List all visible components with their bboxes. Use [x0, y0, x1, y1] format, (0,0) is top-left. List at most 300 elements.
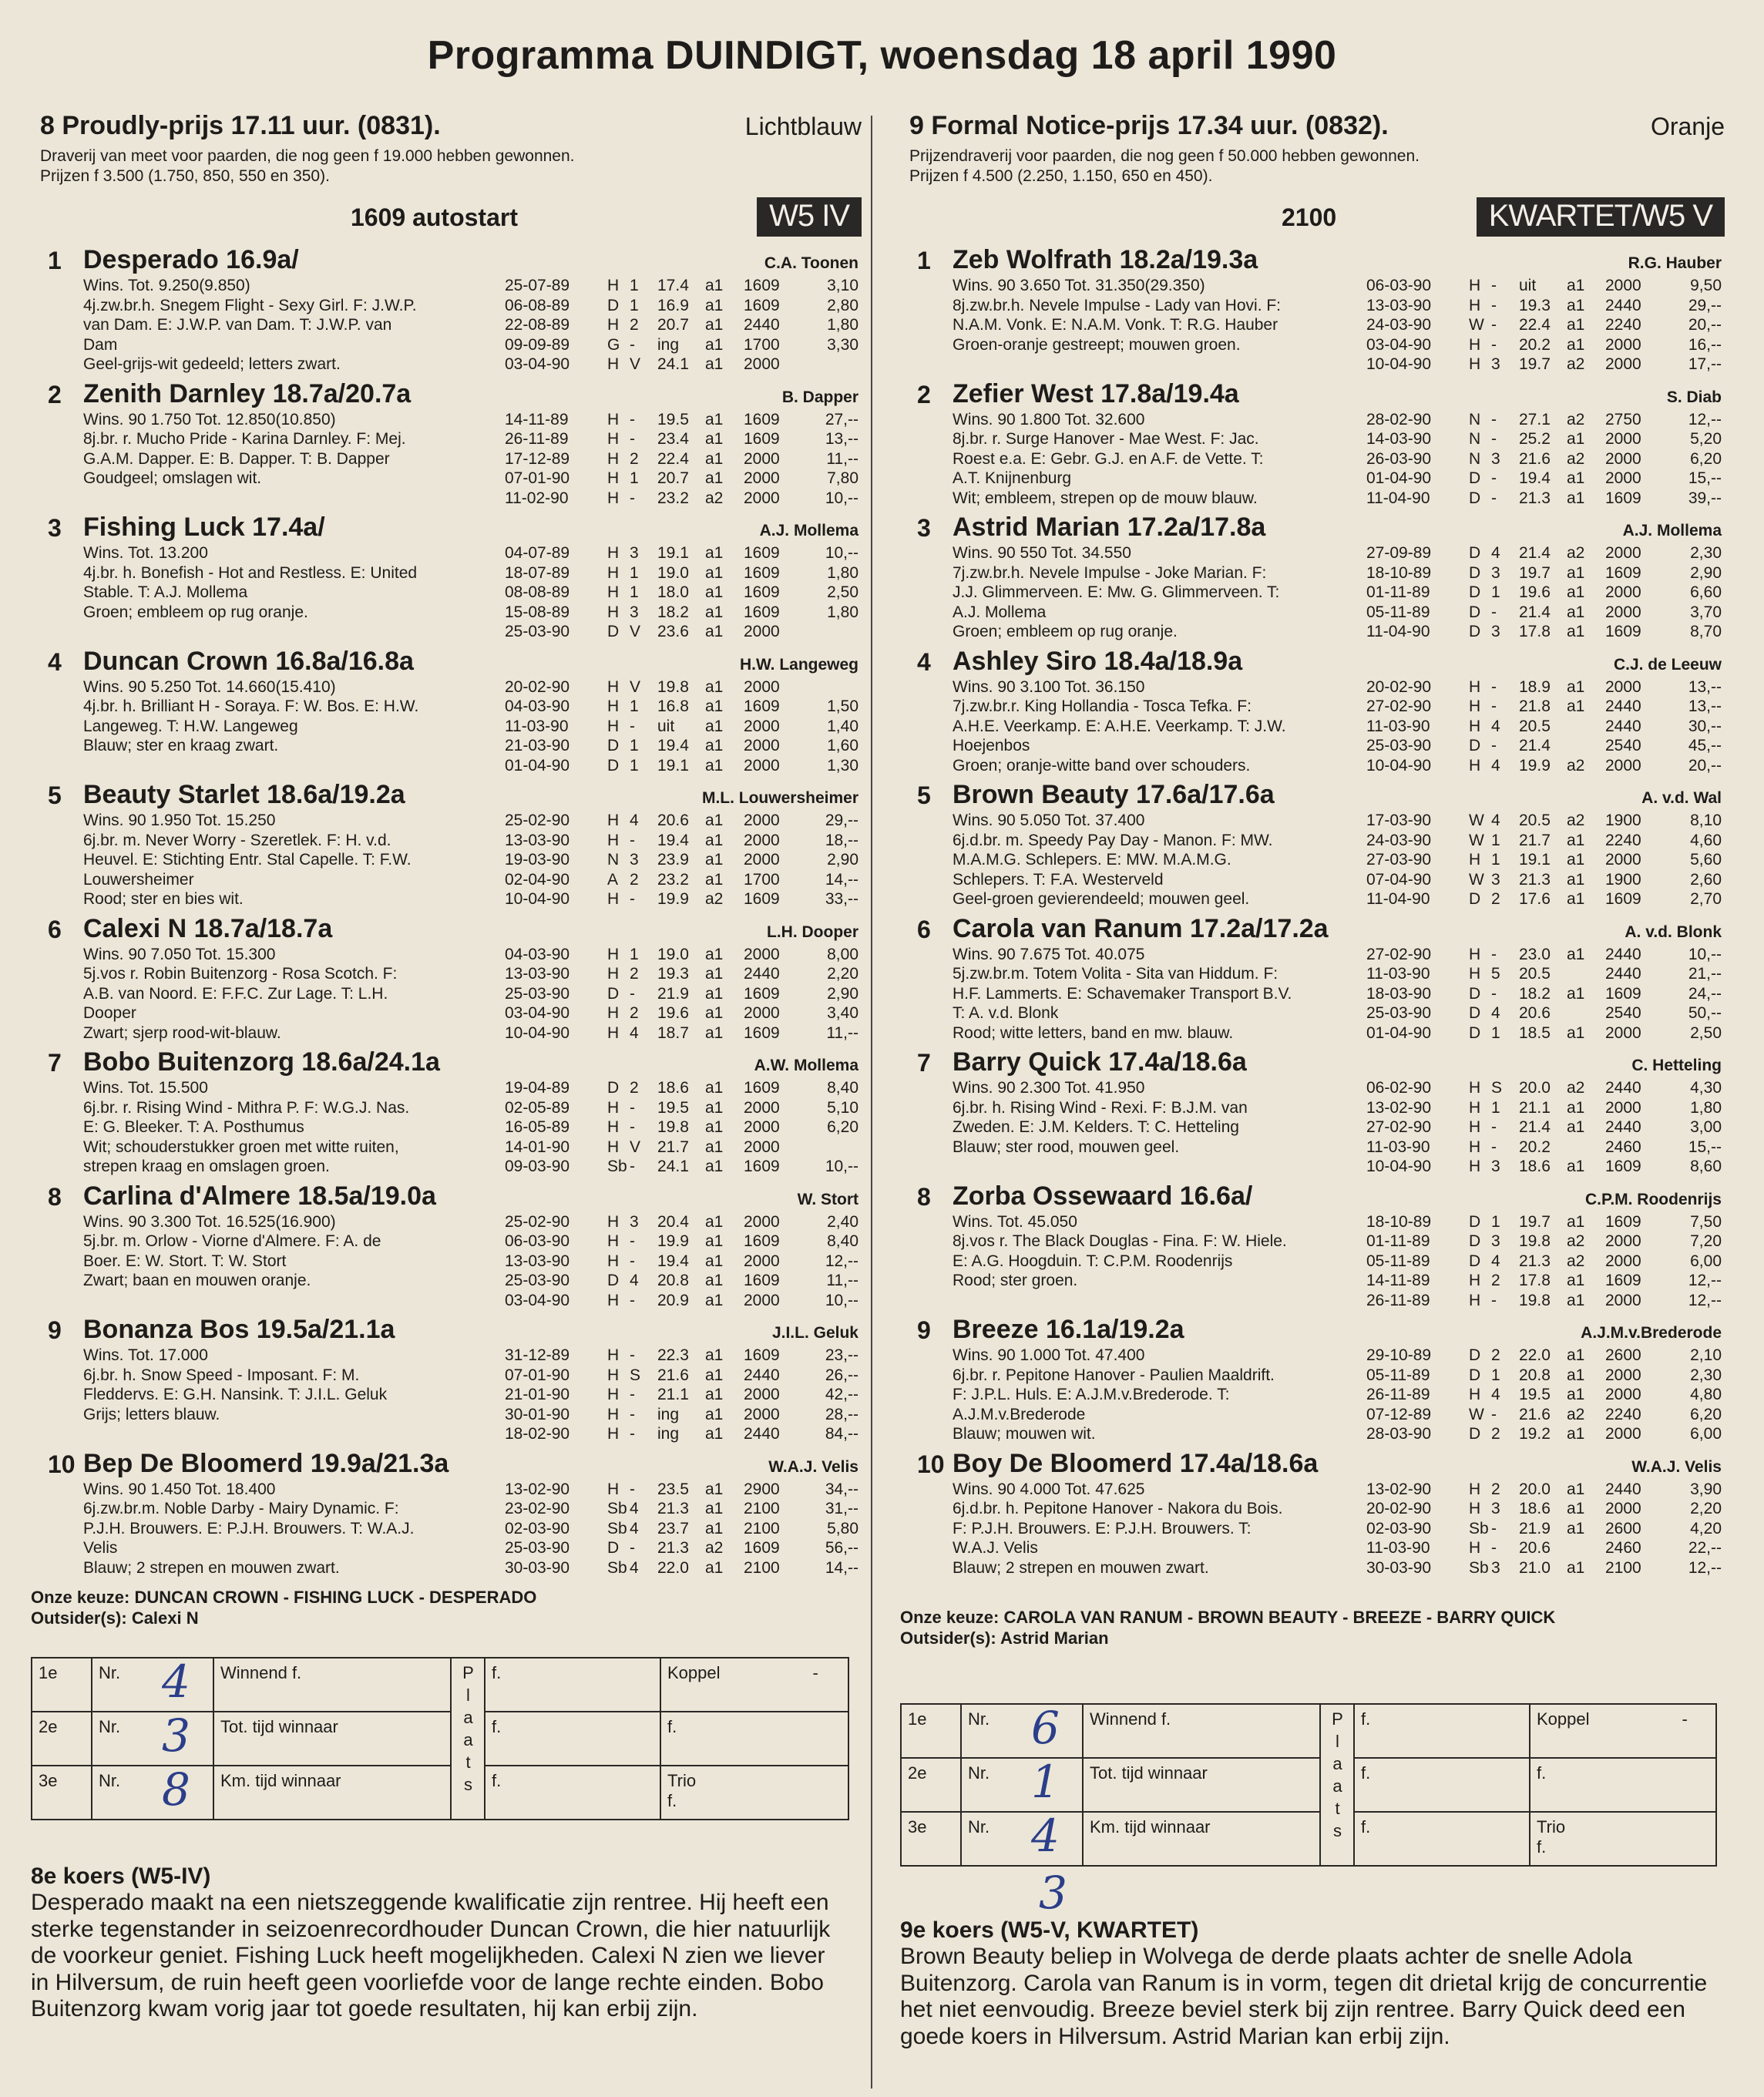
- result-odds: 3,40: [827, 1004, 858, 1022]
- result-time: 21.3: [1519, 1252, 1551, 1270]
- result-place: 3: [1491, 1232, 1500, 1250]
- result-distance: 2000: [744, 945, 780, 963]
- result-start: a1: [1567, 697, 1585, 715]
- handwritten-number: 6: [1031, 1702, 1060, 1754]
- horse-trainer: A.J. Mollema: [759, 522, 858, 539]
- result-time: 21.9: [1519, 1519, 1551, 1537]
- horse-info-line: Rood; ster groen.: [953, 1272, 1078, 1289]
- result-row: [1366, 811, 1725, 831]
- koppel-label: Koppel: [667, 1663, 721, 1682]
- horse-entry: [900, 379, 1725, 509]
- result-track: H: [607, 1098, 620, 1117]
- result-track: H: [607, 544, 620, 562]
- horse-info-line: F: P.J.H. Brouwers. E: P.J.H. Brouwers. T:: [953, 1519, 1252, 1537]
- horse-info-line: H.F. Lammerts. E: Schavemaker Transport B.V.: [953, 984, 1292, 1003]
- result-place: 5: [1491, 965, 1500, 983]
- result-place: 4: [630, 1558, 639, 1577]
- result-time: 19.9: [657, 890, 689, 908]
- result-time: 18.6: [657, 1079, 689, 1097]
- horse-entry: [31, 780, 862, 909]
- result-place: 2: [630, 965, 639, 983]
- horse-body: [900, 1078, 1725, 1177]
- result-row: [505, 469, 862, 489]
- result-time: 19.3: [1519, 296, 1551, 314]
- result-number-cell: [961, 1704, 1083, 1758]
- result-distance: 2000: [1605, 277, 1641, 294]
- result-distance: 1700: [744, 870, 780, 889]
- result-place: V: [630, 1138, 641, 1156]
- result-time: 20.6: [1519, 1004, 1551, 1022]
- result-date: 13-03-90: [1366, 296, 1432, 314]
- result-date: 11-04-90: [1366, 623, 1430, 640]
- result-start: a1: [1567, 623, 1585, 640]
- result-row: [505, 276, 862, 296]
- results-form: [900, 1703, 1717, 1867]
- result-start: a2: [1567, 1232, 1585, 1250]
- result-track: D: [1469, 1425, 1481, 1443]
- result-start: a1: [705, 1158, 724, 1175]
- horse-info-line: 4j.br. h. Brilliant H - Soraya. F: W. Bos. E: H.W.: [83, 697, 419, 715]
- result-date: 18-10-89: [1366, 1212, 1432, 1231]
- horse-name: Zenith Darnley 18.7a/20.7a: [83, 378, 412, 408]
- result-odds: 13,--: [1688, 697, 1722, 715]
- result-date: 06-03-90: [1366, 277, 1432, 294]
- result-odds: 56,--: [825, 1539, 858, 1557]
- result-row: [505, 1346, 862, 1366]
- horse-info-line: Blauw; mouwen wit.: [953, 1425, 1096, 1443]
- result-distance: 1609: [1605, 1272, 1641, 1289]
- result-distance: 2000: [744, 756, 780, 775]
- result-start: a1: [1567, 296, 1585, 314]
- result-date: 03-04-90: [505, 1291, 570, 1309]
- result-date: 13-02-90: [1366, 1098, 1432, 1117]
- result-time: 20.2: [1519, 1138, 1551, 1156]
- result-place: 4: [630, 1272, 639, 1289]
- result-odds: 2,90: [827, 984, 858, 1003]
- result-place: -: [1491, 316, 1497, 334]
- result-track: H: [1469, 277, 1481, 294]
- result-field-label: Winnend f.: [1083, 1704, 1320, 1758]
- result-start: a2: [705, 1539, 724, 1557]
- result-place: -: [1491, 984, 1497, 1003]
- horse-body: [900, 543, 1725, 642]
- result-time: 20.7: [657, 316, 689, 334]
- horse-entry: [31, 647, 862, 776]
- result-start: a1: [705, 1232, 724, 1250]
- place-payout: f.: [1354, 1704, 1530, 1758]
- result-track: H: [1469, 1291, 1481, 1309]
- result-start: a1: [705, 277, 724, 294]
- result-distance: 2900: [744, 1480, 780, 1498]
- result-place: -: [630, 489, 635, 507]
- result-track: W: [1469, 870, 1484, 889]
- result-start: a1: [705, 945, 724, 963]
- koppel-cell: [660, 1658, 848, 1712]
- result-date: 30-03-90: [505, 1558, 570, 1577]
- horse-recent-results: [505, 1346, 862, 1444]
- result-time: 19.0: [657, 563, 689, 582]
- result-time: 19.5: [1519, 1386, 1551, 1403]
- result-track: D: [1469, 603, 1481, 621]
- result-place: 1: [1491, 1023, 1500, 1042]
- result-row: [1366, 1538, 1725, 1558]
- horse-info-line: Wins. 90 3.100 Tot. 36.150: [953, 677, 1145, 696]
- result-place: V: [630, 623, 641, 640]
- result-time: 18.2: [1519, 984, 1551, 1003]
- horse-recent-results: [1366, 945, 1725, 1043]
- result-distance: 2240: [1605, 1405, 1641, 1423]
- result-track: N: [607, 851, 620, 869]
- result-start: a1: [705, 1098, 724, 1117]
- result-row: [1366, 563, 1725, 583]
- result-time: 21.4: [1519, 1118, 1551, 1136]
- result-date: 25-02-90: [505, 1212, 570, 1231]
- horse-info: [83, 1078, 515, 1177]
- result-distance: 1609: [744, 1023, 780, 1042]
- result-number-label: Nr.: [968, 1763, 990, 1783]
- horse-number: 1: [48, 247, 62, 274]
- result-place: 2: [630, 1004, 639, 1022]
- result-date: 11-03-90: [505, 717, 569, 735]
- result-row: [1366, 1157, 1725, 1177]
- result-time: 20.8: [1519, 1366, 1551, 1384]
- result-row: [1366, 850, 1725, 870]
- result-odds: 11,--: [826, 1272, 858, 1289]
- result-distance: 2000: [1605, 677, 1641, 696]
- result-track: H: [1469, 296, 1481, 314]
- result-place: 1e: [901, 1704, 961, 1758]
- result-place: -: [1491, 1118, 1497, 1136]
- horse-number: 8: [917, 1182, 931, 1211]
- result-distance: 1609: [744, 410, 780, 428]
- horse-header: [31, 780, 862, 811]
- result-distance: 2000: [744, 1004, 780, 1022]
- result-time: 16.9: [657, 296, 689, 314]
- result-distance: 2000: [1605, 1386, 1641, 1403]
- result-odds: 12,--: [1688, 1558, 1722, 1577]
- result-row: [1366, 945, 1725, 965]
- horse-number: 7: [917, 1049, 931, 1077]
- result-place: 3: [630, 1212, 639, 1231]
- result-time: 21.1: [657, 1386, 689, 1403]
- commentary-text: Brown Beauty beliep in Wolvega de derde plaats achter de snelle Adola Buitenzorg. Carola van Ranum is in vorm, tegen dit drietal krijg de concurrentie het niet eenvoudig. Breeze beviel sterk bij zijn rentree. Barry Quick deed een goede koers in Hilversum. Astrid Marian kan erbij zijn.: [900, 1944, 1708, 2049]
- result-row: [1366, 429, 1725, 449]
- result-start: a1: [705, 697, 724, 715]
- result-time: 19.2: [1519, 1425, 1551, 1443]
- horse-number: 9: [48, 1316, 62, 1344]
- result-start: a1: [1567, 1118, 1585, 1136]
- horse-name: Zefier West 17.8a/19.4a: [953, 378, 1239, 408]
- result-row: [1366, 1117, 1725, 1138]
- result-odds: 4,80: [1690, 1386, 1722, 1403]
- result-odds: 29,--: [825, 812, 858, 829]
- result-distance: 2000: [1605, 1291, 1641, 1309]
- horse-info-line: 6j.zw.br.m. Noble Darby - Mairy Dynamic. F:: [83, 1500, 399, 1517]
- result-date: 24-03-90: [1366, 316, 1432, 334]
- horse-info-line: Zwart; sjerp rood-wit-blauw.: [83, 1023, 281, 1042]
- result-track: N: [1469, 430, 1481, 448]
- horse-number: 5: [48, 781, 62, 809]
- result-start: a1: [1567, 1346, 1585, 1364]
- result-time: 24.1: [657, 355, 689, 373]
- result-place: 3: [1491, 563, 1500, 582]
- result-odds: 1,40: [827, 717, 858, 735]
- koppel-label: Koppel: [1537, 1709, 1590, 1729]
- result-field-label: Tot. tijd winnaar: [1083, 1758, 1320, 1812]
- result-track: D: [1469, 890, 1481, 908]
- result-distance: 2440: [1605, 1079, 1641, 1097]
- horse-recent-results: [1366, 677, 1725, 776]
- result-odds: 12,--: [1688, 1272, 1722, 1289]
- horse-body: [900, 1480, 1725, 1578]
- result-place: 3e: [32, 1766, 92, 1820]
- result-time: 20.5: [1519, 965, 1551, 983]
- result-start: a2: [1567, 756, 1585, 775]
- result-place: S: [630, 1366, 641, 1384]
- result-time: 17.4: [657, 277, 689, 294]
- race-subheader: [900, 193, 1725, 240]
- result-row: [1366, 677, 1725, 697]
- result-date: 02-03-90: [1366, 1519, 1432, 1537]
- horse-name: Carola van Ranum 17.2a/17.2a: [953, 913, 1329, 943]
- result-distance: 1700: [744, 335, 780, 354]
- result-row: [1366, 870, 1725, 890]
- our-pick-label: Onze keuze:: [900, 1608, 1000, 1627]
- result-distance: 2540: [1605, 737, 1641, 754]
- result-time: 19.7: [1519, 563, 1551, 582]
- result-track: H: [607, 1405, 620, 1423]
- outsider-label: Outsider(s):: [900, 1628, 996, 1648]
- horse-info-line: Langeweg. T: H.W. Langeweg: [83, 717, 298, 735]
- horse-info-line: M.A.M.G. Schlepers. E: MW. M.A.M.G.: [953, 851, 1231, 869]
- result-row: [505, 1098, 862, 1118]
- place-payout: f.: [485, 1766, 660, 1820]
- result-time: 21.4: [1519, 544, 1551, 562]
- result-track: D: [1469, 623, 1481, 640]
- result-odds: 6,00: [1690, 1425, 1722, 1443]
- horse-trainer: C.A. Toonen: [764, 254, 858, 272]
- result-distance: 2000: [744, 1252, 780, 1270]
- horse-info-line: W.A.J. Velis: [953, 1539, 1038, 1557]
- horse-trainer: W. Stort: [797, 1190, 858, 1208]
- result-time: 21.6: [1519, 1405, 1551, 1423]
- result-date: 02-04-90: [505, 870, 570, 889]
- result-row: [1366, 1271, 1725, 1291]
- result-start: a1: [705, 870, 724, 889]
- handwritten-number: 1: [1031, 1756, 1060, 1808]
- horse-number: 4: [917, 647, 931, 676]
- result-date: 30-03-90: [1366, 1558, 1432, 1577]
- result-odds: 13,--: [1688, 677, 1722, 696]
- result-distance: 2000: [744, 1291, 780, 1309]
- result-odds: 29,--: [1688, 296, 1722, 314]
- result-track: D: [607, 737, 620, 754]
- result-time: 21.4: [1519, 737, 1551, 754]
- result-track: H: [607, 1138, 620, 1156]
- result-distance: 2440: [1605, 1480, 1641, 1498]
- result-distance: 2000: [1605, 603, 1641, 621]
- result-row: [1366, 831, 1725, 851]
- horse-header: [900, 647, 1725, 677]
- result-number-label: Nr.: [99, 1717, 121, 1736]
- result-start: a1: [705, 1272, 724, 1289]
- result-odds: 34,--: [825, 1480, 858, 1498]
- result-place: 1: [630, 296, 639, 314]
- result-odds: 12,--: [1688, 410, 1722, 428]
- result-row: [1366, 1346, 1725, 1366]
- result-start: a1: [1567, 1519, 1585, 1537]
- result-place: 4: [1491, 1004, 1500, 1022]
- result-row: [505, 964, 862, 984]
- result-track: H: [607, 1004, 620, 1022]
- result-track: D: [1469, 1252, 1481, 1270]
- horse-info-line: Roest e.a. E: Gebr. G.J. en A.F. de Vette. T:: [953, 449, 1264, 468]
- result-row: [1366, 335, 1725, 355]
- result-distance: 1609: [744, 890, 780, 908]
- result-distance: 2000: [744, 355, 780, 373]
- result-start: a1: [705, 316, 724, 334]
- result-track: H: [607, 277, 620, 294]
- horse-number: 2: [917, 380, 931, 408]
- result-date: 09-09-89: [505, 335, 570, 354]
- horse-info-line: Wins. 90 1.750 Tot. 12.850(10.850): [83, 410, 336, 428]
- result-odds: 20,--: [1688, 316, 1722, 334]
- result-odds: 28,--: [825, 1405, 858, 1423]
- result-row: [1366, 622, 1725, 642]
- result-date: 01-04-90: [1366, 469, 1432, 487]
- result-track: H: [607, 1252, 620, 1270]
- result-track: W: [1469, 316, 1484, 334]
- result-distance: 1609: [744, 563, 780, 582]
- horse-entry: [900, 647, 1725, 776]
- result-start: a2: [1567, 544, 1585, 562]
- result-row: [505, 489, 862, 509]
- result-row: [505, 1157, 862, 1177]
- result-distance: 1609: [1605, 1158, 1641, 1175]
- horse-info-line: Velis: [83, 1539, 118, 1557]
- result-row: [505, 1212, 862, 1232]
- result-row: [505, 1519, 862, 1539]
- result-distance: 2440: [744, 1425, 780, 1443]
- result-time: 19.4: [657, 1252, 689, 1270]
- result-distance: 2000: [1605, 851, 1641, 869]
- result-date: 20-02-90: [1366, 1500, 1432, 1517]
- horse-info-line: A.B. van Noord. E: F.F.C. Zur Lage. T: L.H.: [83, 984, 388, 1003]
- our-pick-horses: CAROLA VAN RANUM - BROWN BEAUTY - BREEZE - BARRY QUICK: [1003, 1608, 1556, 1627]
- horse-info: [83, 945, 515, 1043]
- result-date: 11-03-90: [1366, 717, 1430, 735]
- horse-info: [953, 1346, 1384, 1444]
- horse-body: [900, 945, 1725, 1043]
- result-odds: 20,--: [1688, 756, 1722, 775]
- result-row: [1366, 697, 1725, 717]
- result-row: [505, 449, 862, 469]
- result-place: 2: [630, 1079, 639, 1097]
- result-odds: 5,10: [827, 1098, 858, 1117]
- result-number-label: Nr.: [968, 1817, 990, 1837]
- result-time: 23.5: [657, 1480, 689, 1498]
- result-track: H: [1469, 945, 1481, 963]
- result-odds: 8,10: [1690, 812, 1722, 829]
- result-distance: 1609: [744, 1158, 780, 1175]
- result-track: H: [1469, 335, 1481, 354]
- result-place: 2: [1491, 1346, 1500, 1364]
- result-row: [505, 889, 862, 909]
- result-date: 21-03-90: [505, 737, 570, 754]
- result-start: a1: [1567, 945, 1585, 963]
- horse-info-line: Wit; embleem, strepen op de mouw blauw.: [953, 489, 1258, 507]
- result-date: 15-08-89: [505, 603, 570, 621]
- result-number-label: Nr.: [968, 1709, 990, 1729]
- horse-trainer: A. v.d. Wal: [1641, 789, 1722, 807]
- horse-info-line: Fleddervs. E: G.H. Nansink. T: J.I.L. Geluk: [83, 1386, 388, 1403]
- result-row: [1366, 489, 1725, 509]
- result-distance: 2440: [1605, 1118, 1641, 1136]
- result-distance: 2100: [744, 1519, 780, 1537]
- outsider-horse: Astrid Marian: [1000, 1628, 1109, 1648]
- result-start: a1: [1567, 1158, 1585, 1175]
- our-pick-label: Onze keuze:: [31, 1588, 130, 1607]
- result-date: 11-04-90: [1366, 890, 1430, 908]
- horse-info-line: Geel-groen gevierendeeld; mouwen geel.: [953, 890, 1250, 908]
- horse-info-line: Stable. T: A.J. Mollema: [83, 583, 248, 601]
- result-odds: 24,--: [1688, 984, 1722, 1003]
- result-time: 23.0: [1519, 945, 1551, 963]
- result-track: A: [607, 870, 619, 889]
- horse-info-line: 7j.zw.br.r. King Hollandia - Tosca Tefka. F:: [953, 697, 1252, 715]
- result-start: a1: [1567, 1291, 1585, 1309]
- horse-recent-results: [1366, 1480, 1725, 1578]
- result-place: 4: [1491, 756, 1500, 775]
- result-row: [505, 677, 862, 697]
- horse-info-line: Blauw; 2 strepen en mouwen zwart.: [953, 1558, 1209, 1577]
- result-time: 22.0: [657, 1558, 689, 1577]
- horse-trainer: W.A.J. Velis: [1631, 1457, 1722, 1476]
- result-place: 1: [1491, 851, 1500, 869]
- result-start: a1: [705, 544, 724, 562]
- result-start: a2: [1567, 1405, 1585, 1423]
- race-conditions: [909, 146, 1725, 187]
- horse-name: Fishing Luck 17.4a/: [83, 512, 325, 542]
- our-pick-line: [900, 1607, 1725, 1628]
- result-time: 18.9: [1519, 677, 1551, 696]
- horse-number: 10: [48, 1450, 76, 1478]
- horse-header: [31, 245, 862, 276]
- result-distance: 2440: [1605, 697, 1641, 715]
- result-time: 19.6: [657, 1004, 689, 1022]
- result-row: [505, 1480, 862, 1500]
- result-date: 10-04-90: [505, 1023, 570, 1042]
- result-date: 25-03-90: [1366, 1004, 1432, 1022]
- result-odds: 6,20: [1690, 1405, 1722, 1423]
- horse-body: [31, 543, 862, 642]
- result-row: [505, 1003, 862, 1023]
- result-date: 10-04-90: [1366, 756, 1432, 775]
- result-date: 13-03-90: [505, 831, 570, 849]
- result-number-cell: [92, 1655, 213, 1712]
- result-place: 4: [630, 1023, 639, 1042]
- result-start: a1: [1567, 1500, 1585, 1517]
- result-start: a1: [705, 603, 724, 621]
- result-time: 19.9: [1519, 756, 1551, 775]
- result-start: a1: [705, 737, 724, 754]
- result-place: 3: [630, 851, 639, 869]
- horse-trainer: R.G. Hauber: [1628, 254, 1722, 272]
- result-row: [1366, 449, 1725, 469]
- horse-header: [31, 1181, 862, 1212]
- result-track: D: [1469, 544, 1481, 562]
- result-date: 01-11-89: [1366, 583, 1430, 601]
